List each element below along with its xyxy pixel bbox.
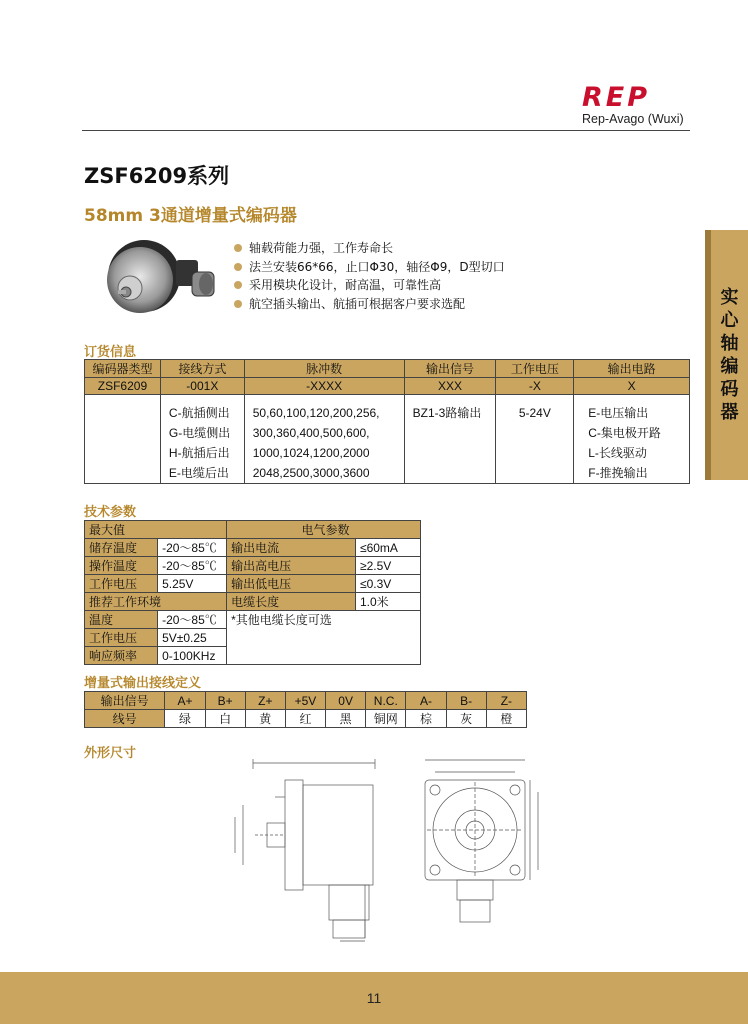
order-code: -001X: [160, 378, 244, 395]
tech-params-table: [84, 520, 421, 665]
voltage-option: [496, 395, 574, 484]
feature-item: 法兰安装66*66，止口Φ30，轴径Φ9，D型切口: [234, 258, 505, 277]
side-char: 心: [720, 310, 739, 331]
signal-cell: +5V: [285, 692, 325, 710]
tech-value: -20～85℃: [158, 539, 227, 557]
company-name: Rep-Avago (Wuxi): [582, 112, 684, 126]
order-code: ZSF6209: [85, 378, 161, 395]
order-code-row: [85, 378, 690, 395]
order-col-header: 输出信号: [404, 360, 496, 378]
tech-row: [85, 611, 421, 629]
color-cell: 黑: [326, 710, 366, 728]
order-col-header: 工作电压: [496, 360, 574, 378]
tech-value: 1.0米: [356, 593, 421, 611]
signal-row: [85, 692, 527, 710]
signal-cell: B-: [446, 692, 486, 710]
color-cell: 灰: [446, 710, 486, 728]
color-cell: 绿: [165, 710, 205, 728]
order-info-heading: 订货信息: [84, 345, 137, 360]
tech-value: -20～85℃: [158, 557, 227, 575]
side-char: 编: [720, 356, 739, 377]
tech-label: 操作温度: [85, 557, 158, 575]
side-view-drawing: [215, 755, 385, 945]
env-header: 推荐工作环境: [85, 593, 227, 611]
signal-cell: Z+: [245, 692, 285, 710]
tech-label: 电缆长度: [227, 593, 356, 611]
series-title: ZSF6209系列: [84, 164, 230, 188]
signal-cell: B+: [205, 692, 245, 710]
feature-item: 轴载荷能力强，工作寿命长: [234, 239, 505, 258]
wiring-options: [160, 395, 244, 484]
circuit-option: C-集电极开路: [588, 426, 661, 440]
side-char: 实: [720, 287, 739, 308]
encoder-product-image: [96, 232, 226, 316]
header-divider: [82, 130, 690, 131]
circuit-option: F-推挽输出: [588, 466, 648, 480]
order-code: XXX: [404, 378, 496, 395]
tech-value: ≥2.5V: [356, 557, 421, 575]
side-tab-label: [711, 286, 748, 424]
circuit-option: E-电压输出: [588, 406, 649, 420]
feature-item: 航空插头输出、航插可根据客户要求选配: [234, 295, 505, 314]
row-label: 输出信号: [85, 692, 165, 710]
color-row: [85, 710, 527, 728]
row-label: 线号: [85, 710, 165, 728]
rep-logo: REP: [582, 82, 651, 113]
order-empty-cell: [85, 395, 161, 484]
tech-value: ≤60mA: [356, 539, 421, 557]
tech-value: ≤0.3V: [356, 575, 421, 593]
wiring-option: G-电缆侧出: [168, 426, 231, 440]
tech-row: [85, 575, 421, 593]
tech-header-row: [85, 521, 421, 539]
color-cell: 黄: [245, 710, 285, 728]
tech-row: [85, 593, 421, 611]
tech-value: 0-100KHz: [158, 647, 227, 665]
side-char: 轴: [720, 333, 739, 354]
circuit-options: [574, 395, 690, 484]
order-header-row: [85, 360, 690, 378]
order-table: [84, 359, 690, 484]
tech-row: [85, 539, 421, 557]
signal-cell: A-: [406, 692, 446, 710]
tech-note: *其他电缆长度可选: [227, 611, 421, 665]
tech-label: 储存温度: [85, 539, 158, 557]
max-value-header: 最大值: [85, 521, 227, 539]
pulse-option: 300,360,400,500,600,: [252, 426, 370, 440]
order-code: X: [574, 378, 690, 395]
tech-row: [85, 557, 421, 575]
color-cell: 铜网: [366, 710, 406, 728]
wiring-option: H-航插后出: [168, 446, 230, 460]
side-char: 器: [720, 402, 739, 423]
tech-label: 输出电流: [227, 539, 356, 557]
order-options-row: [85, 395, 690, 484]
tech-label: 温度: [85, 611, 158, 629]
color-cell: 橙: [486, 710, 526, 728]
signal-cell: N.C.: [366, 692, 406, 710]
pulse-option: 2048,2500,3000,3600: [252, 466, 370, 480]
pulse-options: [244, 395, 404, 484]
signal-cell: 0V: [326, 692, 366, 710]
pulse-option: 50,60,100,120,200,256,: [252, 406, 380, 420]
wiring-table: [84, 691, 527, 728]
signal-option: [404, 395, 496, 484]
side-tab: [705, 230, 748, 480]
tech-label: 工作电压: [85, 575, 158, 593]
color-cell: 棕: [406, 710, 446, 728]
order-code: -X: [496, 378, 574, 395]
electrical-header: 电气参数: [227, 521, 421, 539]
tech-label: 响应频率: [85, 647, 158, 665]
wiring-option: C-航插侧出: [168, 406, 230, 420]
circuit-option: L-长线驱动: [588, 446, 647, 460]
tech-label: 输出低电压: [227, 575, 356, 593]
pulse-option: 1000,1024,1200,2000: [252, 446, 370, 460]
tech-params-heading: 技术参数: [84, 505, 137, 520]
product-subtitle: 58mm 3通道增量式编码器: [84, 206, 297, 226]
order-col-header: 编码器类型: [85, 360, 161, 378]
feature-list: [234, 239, 505, 313]
color-cell: 红: [285, 710, 325, 728]
side-char: 码: [720, 379, 739, 400]
tech-value: 5V±0.25: [158, 629, 227, 647]
wiring-option: E-电缆后出: [168, 466, 229, 480]
order-col-header: 输出电路: [574, 360, 690, 378]
front-view-drawing: [400, 752, 550, 942]
color-cell: 白: [205, 710, 245, 728]
order-code: -XXXX: [244, 378, 404, 395]
page-number: 11: [366, 990, 382, 1006]
order-col-header: 脉冲数: [244, 360, 404, 378]
tech-value: 5.25V: [158, 575, 227, 593]
signal-cell: Z-: [486, 692, 526, 710]
dimensions-heading: 外形尺寸: [84, 746, 137, 761]
feature-item: 采用模块化设计，耐高温，可靠性高: [234, 276, 505, 295]
tech-value: -20～85℃: [158, 611, 227, 629]
wiring-def-heading: 增量式输出接线定义: [84, 676, 202, 691]
signal-cell: A+: [165, 692, 205, 710]
voltage-value: 5-24V: [518, 406, 551, 420]
tech-label: 输出高电压: [227, 557, 356, 575]
signal-value: BZ1-3路输出: [412, 406, 482, 420]
order-col-header: 接线方式: [160, 360, 244, 378]
tech-label: 工作电压: [85, 629, 158, 647]
